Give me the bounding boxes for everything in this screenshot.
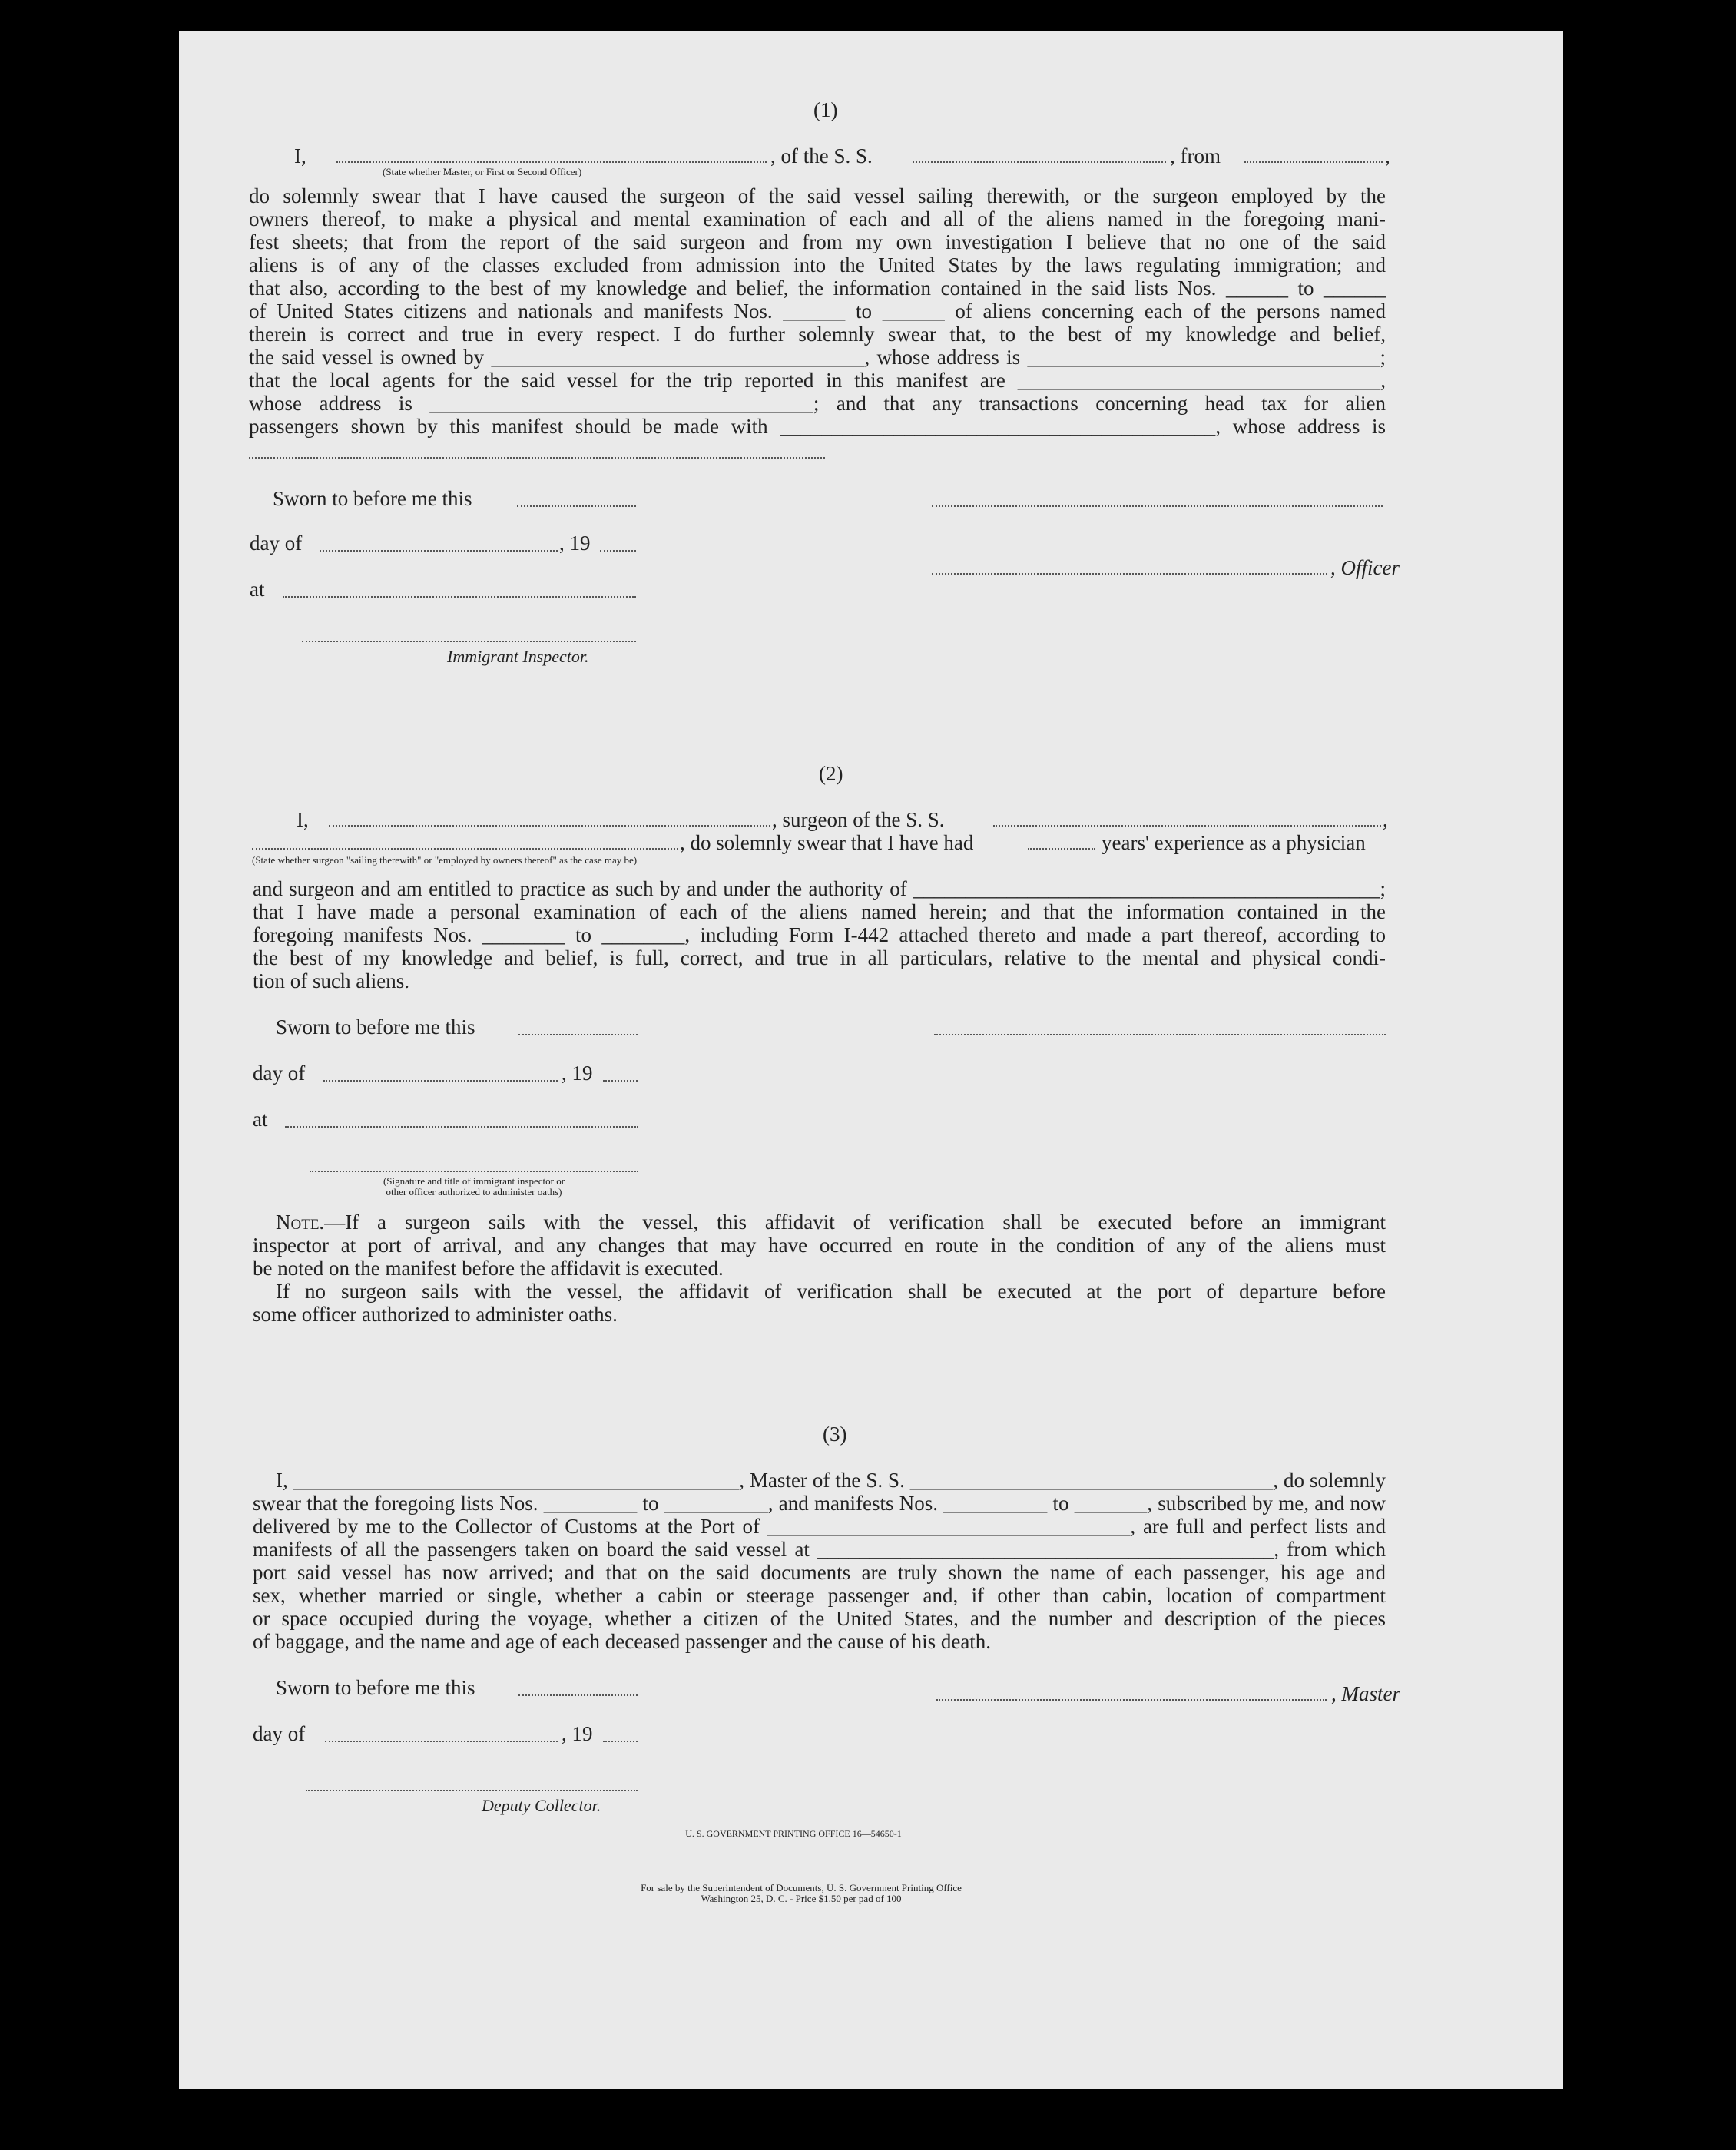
sec3-body-line: or space occupied during the voyage, whether a citizen of the United States, and the number and description of the pieces [253,1607,1386,1630]
gpo-imprint: U. S. GOVERNMENT PRINTING OFFICE 16—54650-1 [685,1828,902,1839]
sec2-surgeon-sig-line[interactable] [934,1034,1386,1035]
sec2-note-line [276,1211,1386,1234]
sec1-sworn-label: Sworn to before me this [273,487,472,510]
sec1-body-line: fest sheets; that from the report of the said surgeon and from my own investigation I believe that no one of the said [249,230,1386,253]
sec1-from-label: , from [1170,144,1221,167]
sec3-body-line: sex, whether married or single, whether a cabin or steerage passenger and, if other than cabin, location of compartment [253,1584,1386,1607]
sec1-ss-label: , of the S. S. [770,144,873,167]
sec2-note-line: inspector at port of arrival, and any changes that may have occurred en route in the condition of any of the aliens must [253,1234,1386,1257]
sec2-sig-note: (Signature and title of immigrant inspector or [383,1175,565,1187]
sec2-body-line: foregoing manifests Nos. ________ to ________, including Form I-442 attached thereto and made a part thereof, according to [253,923,1386,946]
sec3-year-label: , 19 [562,1722,593,1745]
sec1-body-line: owners thereof, to make a physical and mental examination of each and all of the aliens named in the foregoing mani- [249,207,1386,230]
sec3-body-line: I, ___________________________________________, Master of the S. S. ___________________________________, do solemnly [276,1469,1386,1492]
sec3-day-label: day of [253,1722,306,1745]
sec1-body-line: passengers shown by this manifest should be made with __________________________________________, whose address is [249,415,1386,438]
sec1-at-field[interactable] [283,596,636,598]
sec3-body-line: manifests of all the passengers taken on board the said vessel at ____________________________________________, from which [253,1538,1386,1561]
sec3-body-line: delivered by me to the Collector of Customs at the Port of ___________________________________, are full and perfect lists and [253,1515,1386,1538]
note-label: Note. [276,1211,325,1234]
note-text: —If a surgeon sails with the vessel, this affidavit of verification shall be executed before an immigrant [324,1211,1386,1234]
sec3-master-label: , Master [1331,1682,1400,1705]
sec3-sworn-label: Sworn to before me this [276,1676,475,1699]
section-3-number: (3) [823,1423,847,1446]
sec2-inspector-sig-line[interactable] [310,1171,638,1172]
sec2-surgeon-note: (State whether surgeon "sailing therewith" or "employed by owners thereof" as the case may be) [252,854,638,866]
sec2-swear-label: , do solemnly swear that I have had [680,831,974,854]
sec1-day-field[interactable] [320,550,558,552]
sec1-at-label: at [250,578,265,601]
sec2-note2-line: some officer authorized to administer oaths. [253,1303,618,1326]
sec2-at-label: at [253,1108,268,1131]
sec1-from-field[interactable] [1244,161,1383,163]
sec2-note-line: be noted on the manifest before the affidavit is executed. [253,1257,724,1280]
sec2-ss-label: , surgeon of the S. S. [772,808,945,831]
form-sheet [179,31,1563,2089]
sec2-sworn-day-field[interactable] [518,1034,638,1035]
sec1-body-line: of United States citizens and nationals and manifests Nos. ______ to ______ of aliens concerning each of the persons named [249,300,1386,323]
sec3-body-line: of baggage, and the name and age of each deceased passenger and the cause of his death. [253,1630,992,1653]
sec2-day-field[interactable] [323,1080,558,1082]
sec3-collector-label: Deputy Collector. [482,1796,601,1815]
sec3-year-field[interactable] [603,1741,638,1742]
sec2-vessel-field[interactable] [993,825,1381,827]
sec2-years-field[interactable] [1028,848,1095,850]
sec1-body-line: therein is correct and true in every respect. I do further solemnly swear that, to the best of my knowledge and belief, [249,323,1386,346]
sec2-body-line: tion of such aliens. [253,969,409,992]
sec2-body-line: and surgeon and am entitled to practice as such by and under the authority of _____________________________________________; [253,877,1386,900]
sec1-year-label: , 19 [559,532,591,555]
sec1-inspector-sig-line[interactable] [302,641,636,642]
sec1-i-label: I, [294,144,306,167]
sec1-body-line: that also, according to the best of my knowledge and belief, the information contained in the said lists Nos. ______ to ______ [249,277,1386,300]
sale-notice: For sale by the Superintendent of Documents, U. S. Government Printing Office [641,1882,962,1893]
sec2-years-label: years' experience as a physician [1102,831,1366,854]
sec3-day-field[interactable] [325,1741,558,1742]
sec1-master-note: (State whether Master, or First or Second Officer) [383,166,582,177]
sale-notice: Washington 25, D. C. - Price $1.50 per pad of 100 [701,1893,902,1904]
sec1-day-label: day of [250,532,303,555]
comma: , [1385,144,1390,167]
section-1-number: (1) [813,98,838,121]
sec1-year-field[interactable] [600,550,636,552]
sec2-note2-line: If no surgeon sails with the vessel, the affidavit of verification shall be executed at the port of departure before [276,1280,1386,1303]
sec2-sworn-label: Sworn to before me this [276,1015,475,1039]
sec1-officer-title-line[interactable] [932,573,1327,575]
sec3-master-sig-line[interactable] [936,1699,1327,1701]
sec1-officer-sig-line[interactable] [932,505,1383,507]
sec3-body-line: port said vessel has now arrived; and that on the said documents are truly shown the name of each passenger, his age and [253,1561,1386,1584]
sec2-i-label: I, [297,808,309,831]
sec2-at-field[interactable] [285,1126,638,1128]
sec1-address-field[interactable] [249,457,825,459]
sec1-body-line: that the local agents for the said vessel for the trip reported in this manifest are ___________________________________, [249,369,1386,392]
sec2-day-label: day of [253,1062,306,1085]
sec1-vessel-field[interactable] [913,161,1166,163]
sec3-collector-sig-line[interactable] [306,1790,638,1791]
sec1-body-line: whose address is _____________________________________; and that any transactions concerning head tax for alien [249,392,1386,415]
section-2-number: (2) [819,762,843,785]
sec2-sig-note: other officer authorized to administer oaths) [386,1186,562,1198]
sec1-officer-name-field[interactable] [336,161,767,163]
sec3-body-line: swear that the foregoing lists Nos. _________ to __________, and manifests Nos. __________ to _______, subscribed by me, and now [253,1492,1386,1515]
sec2-body-line: that I have made a personal examination of each of the aliens named herein; and that the information contained in the [253,900,1386,923]
sec2-surgeon-name-field[interactable] [329,825,770,827]
sec2-year-label: , 19 [562,1062,593,1085]
sec1-body-line: the said vessel is owned by ____________________________________, whose address is __________________________________; [249,346,1386,369]
sec1-inspector-label: Immigrant Inspector. [447,647,589,666]
sec1-officer-label: , Officer [1330,556,1400,579]
comma: , [1383,808,1388,831]
sec1-body-line: aliens is of any of the classes excluded from admission into the United States by the laws regulating immigration; and [249,253,1386,277]
sec3-sworn-day-field[interactable] [518,1694,638,1696]
sec2-sailing-status-field[interactable] [252,848,678,850]
sec1-sworn-day-field[interactable] [517,505,636,507]
sec1-body-line: do solemnly swear that I have caused the surgeon of the said vessel sailing therewith, or the surgeon employed by the [249,184,1386,207]
sec2-body-line: the best of my knowledge and belief, is full, correct, and true in all particulars, relative to the mental and physical condi- [253,946,1386,969]
sec2-year-field[interactable] [603,1080,638,1082]
